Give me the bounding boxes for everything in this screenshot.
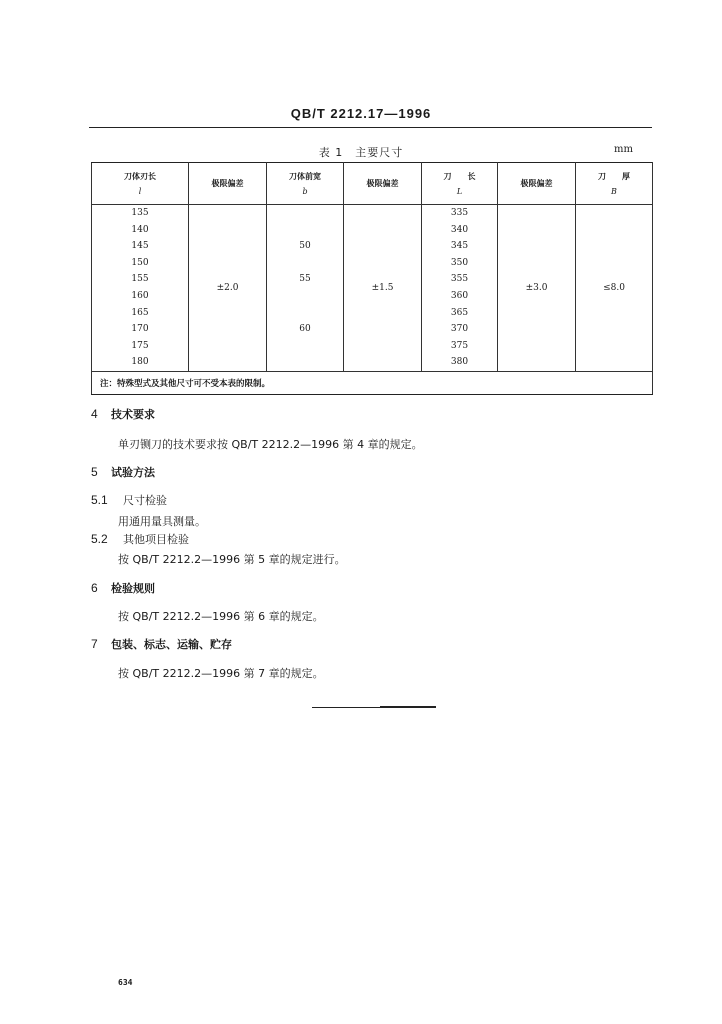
standard-number-header: QB/T 2212.17—1996 bbox=[290, 106, 432, 121]
header-tolerance-L: 极限偏差 bbox=[498, 163, 576, 205]
blade-length-cell: 140 bbox=[92, 222, 189, 239]
section-4-heading: 4 技术要求 bbox=[91, 407, 155, 421]
total-length-cell: 335 bbox=[422, 205, 498, 222]
total-length-cell: 365 bbox=[422, 305, 498, 322]
tolerance-L-cell: ±3.0 bbox=[498, 205, 576, 372]
section-5-1-text: 用通用量具测量。 bbox=[118, 515, 206, 528]
total-length-cell: 340 bbox=[422, 222, 498, 239]
table-row bbox=[92, 205, 653, 222]
section-7-text: 按 QB/T 2212.2—1996 第 7 章的规定。 bbox=[118, 667, 324, 680]
end-rule-mark bbox=[380, 706, 436, 708]
blade-length-cell: 160 bbox=[92, 288, 189, 305]
section-5-2-heading: 5.2 其他项目检验 bbox=[91, 532, 189, 546]
section-4-text: 单刃铡刀的技术要求按 QB/T 2212.2—1996 第 4 章的规定。 bbox=[118, 438, 423, 451]
section-6-heading: 6 检验规则 bbox=[91, 581, 155, 595]
header-front-width: 刀体前宽 b bbox=[267, 163, 344, 205]
total-length-cell: 350 bbox=[422, 255, 498, 272]
total-length-cell: 355 bbox=[422, 271, 498, 288]
header-tolerance-b: 极限偏差 bbox=[344, 163, 422, 205]
blade-length-cell: 135 bbox=[92, 205, 189, 222]
header-blade-length: 刀体刃长 l bbox=[92, 163, 189, 205]
table-header-row bbox=[92, 163, 653, 205]
page-number: 634 bbox=[118, 978, 133, 987]
table-note: 注：特殊型式及其他尺寸可不受本表的限制。 bbox=[92, 371, 653, 394]
blade-length-cell: 175 bbox=[92, 338, 189, 355]
front-width-cell: 60 bbox=[267, 321, 344, 371]
blade-length-cell: 170 bbox=[92, 321, 189, 338]
blade-length-cell: 180 bbox=[92, 354, 189, 371]
blade-length-cell: 150 bbox=[92, 255, 189, 272]
total-length-cell: 380 bbox=[422, 354, 498, 371]
front-width-cell: 55 bbox=[267, 271, 344, 321]
header-rule bbox=[89, 127, 652, 128]
total-length-cell: 345 bbox=[422, 238, 498, 255]
section-5-2-text: 按 QB/T 2212.2—1996 第 5 章的规定进行。 bbox=[118, 553, 346, 566]
section-5-1-heading: 5.1 尺寸检验 bbox=[91, 493, 167, 507]
header-thickness: 刀 厚 B bbox=[576, 163, 653, 205]
blade-length-cell: 155 bbox=[92, 271, 189, 288]
table-caption: 表 1 主要尺寸 bbox=[318, 146, 404, 159]
total-length-cell: 375 bbox=[422, 338, 498, 355]
front-width-cell: 50 bbox=[267, 238, 344, 271]
blade-length-cell: 165 bbox=[92, 305, 189, 322]
section-7-heading: 7 包装、标志、运输、贮存 bbox=[91, 637, 232, 651]
table-note-row bbox=[92, 371, 653, 394]
tolerance-b-cell: ±1.5 bbox=[344, 205, 422, 372]
thickness-cell: ≤8.0 bbox=[576, 205, 653, 372]
table-unit: mm bbox=[614, 144, 633, 155]
header-total-length: 刀 长 L bbox=[422, 163, 498, 205]
header-tolerance-l: 极限偏差 bbox=[189, 163, 267, 205]
dimensions-table bbox=[91, 162, 653, 395]
front-width-cell bbox=[267, 205, 344, 239]
tolerance-l-cell: ±2.0 bbox=[189, 205, 267, 372]
section-5-heading: 5 试验方法 bbox=[91, 465, 155, 479]
total-length-cell: 370 bbox=[422, 321, 498, 338]
total-length-cell: 360 bbox=[422, 288, 498, 305]
section-6-text: 按 QB/T 2212.2—1996 第 6 章的规定。 bbox=[118, 610, 324, 623]
blade-length-cell: 145 bbox=[92, 238, 189, 255]
